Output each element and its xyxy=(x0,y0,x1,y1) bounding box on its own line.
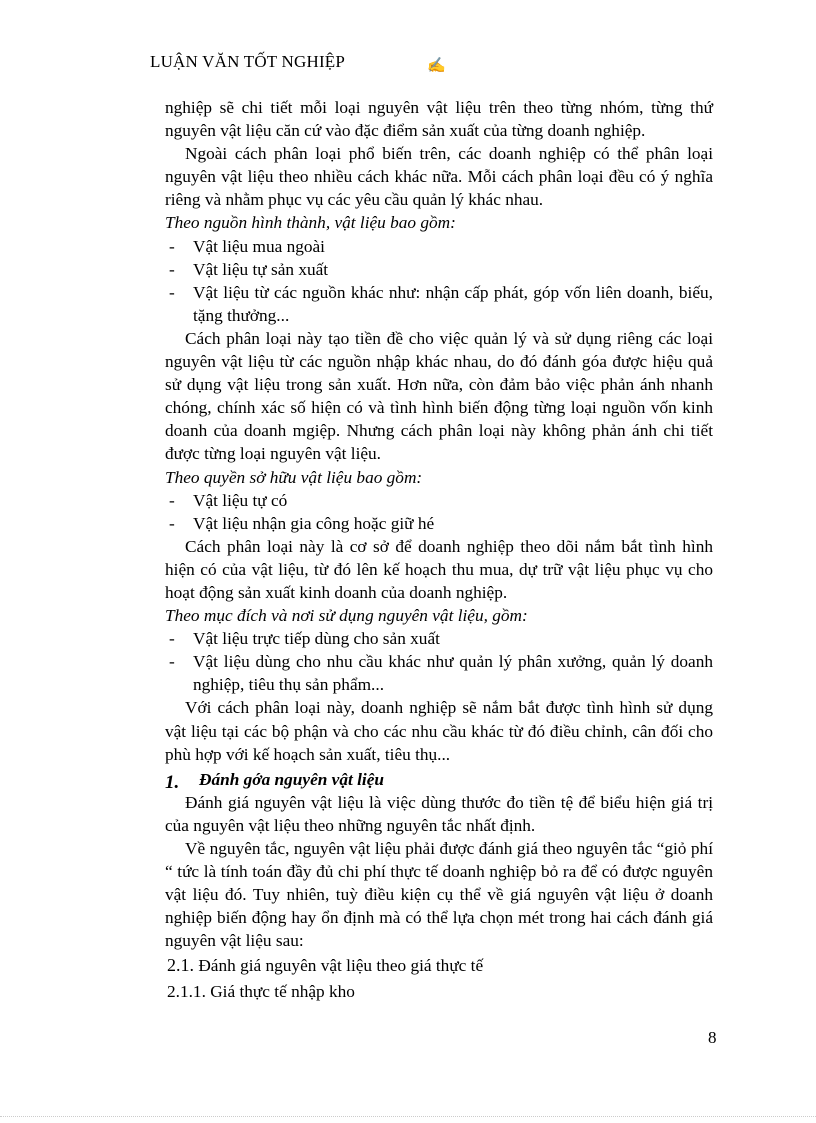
italic-subheading: Theo quyền sở hữu vật liệu bao gồm: xyxy=(165,467,423,487)
list-item: - Vật liệu dùng cho nhu cầu khác như quản lý phân xưởng, quản lý doanh nghiệp, tiêu thụ sản phẩm... xyxy=(169,652,713,695)
page-divider xyxy=(0,1116,816,1117)
paragraph: Cách phân loại này là cơ sở để doanh nghiệp theo dõi nắm bắt tình hình hiện có của vật liệu, từ đó lên kế hoạch thu mua, dự trữ vật liệu phục vụ cho hoạt động sản xuất kinh doanh của doanh nghiệp. xyxy=(165,536,713,602)
list-item: - Vật liệu tự có xyxy=(169,490,288,510)
subsection-heading: 2.1. Đánh giá nguyên vật liệu theo giá thực tế xyxy=(167,955,484,976)
list-item: - Vật liệu nhận gia công hoặc giữ hé xyxy=(169,513,435,533)
list-item: - Vật liệu từ các nguồn khác như: nhận cấp phát, góp vốn liên doanh, biếu, tặng thưởng... xyxy=(169,282,713,325)
pen-icon: ✍ xyxy=(427,58,446,74)
list-item: - Vật liệu trực tiếp dùng cho sản xuất xyxy=(169,629,440,649)
section-heading xyxy=(165,768,713,791)
paragraph: Cách phân loại này tạo tiền đề cho việc quản lý và sử dụng riêng các loại nguyên vật liệu từ các nguồn nhập khác nhau, do đó đánh góa được hiệu quả sử dụng vật liệu trong sản xuất. Hơn nữa, còn đảm bảo việc phản ánh nhanh chóng, chính xác số hiện có và tình hình biến động từng loại nguồn vốn kinh doanh của doanh mgiệp. Nhưng cách phân loại này không phản ánh chi tiết được từng loại nguyên vật liệu. xyxy=(165,328,713,464)
paragraph: Đánh giá nguyên vật liệu là việc dùng thước đo tiền tệ để biểu hiện giá trị của nguyên vật liệu theo những nguyên tắc nhất định. xyxy=(165,792,713,835)
paragraph: nghiệp sẽ chi tiết mỗi loại nguyên vật liệu trên theo từng nhóm, từng thứ nguyên vật liệu căn cứ vào đặc điểm sản xuất của từng doanh nghiệp. xyxy=(165,98,713,141)
page-number: 8 xyxy=(708,1028,717,1047)
page-body xyxy=(165,96,713,1003)
section-title: Đánh gớa nguyên vật liệu xyxy=(199,769,384,789)
italic-subheading: Theo nguồn hình thành, vật liệu bao gồm: xyxy=(165,213,456,233)
paragraph: Với cách phân loại này, doanh nghiệp sẽ nắm bắt được tình hình sử dụng vật liệu tại các bộ phận và cho các nhu cầu khác từ đó điều chỉnh, cân đối cho phù hợp với kế hoạch sản xuất, tiêu thụ... xyxy=(165,698,713,764)
list-item: - Vật liệu tự sản xuất xyxy=(169,259,329,279)
running-header: LUẬN VĂN TỐT NGHIỆP xyxy=(150,52,346,71)
section-number: 1. xyxy=(165,771,180,793)
paragraph: Ngoài cách phân loại phổ biến trên, các doanh nghiệp có thể phân loại nguyên vật liệu theo nhiều cách khác nữa. Mỗi cách phân loại đều có ý nghĩa riêng và nhằm phục vụ các yêu cầu quản lý khác nhau. xyxy=(165,144,713,210)
list-item: - Vật liệu mua ngoài xyxy=(169,236,325,256)
subsubsection-heading: 2.1.1. Giá thực tế nhập kho xyxy=(167,981,355,1001)
italic-subheading: Theo mục đích và nơi sử dụng nguyên vật liệu, gồm: xyxy=(165,606,528,626)
paragraph: Về nguyên tắc, nguyên vật liệu phải được đánh giá theo nguyên tắc “giỏ phí “ tức là tính toán đầy đủ chi phí thực tế doanh nghiệp bỏ ra để có được nguyên vật liệu đó. Tuy nhiên, tuỳ điều kiện cụ thể về giá nguyên vật liệu ở doanh nghiệp biến động hay ổn định mà có thể lựa chọn mét trong hai cách đánh giá nguyên vật liệu sau: xyxy=(165,839,713,951)
